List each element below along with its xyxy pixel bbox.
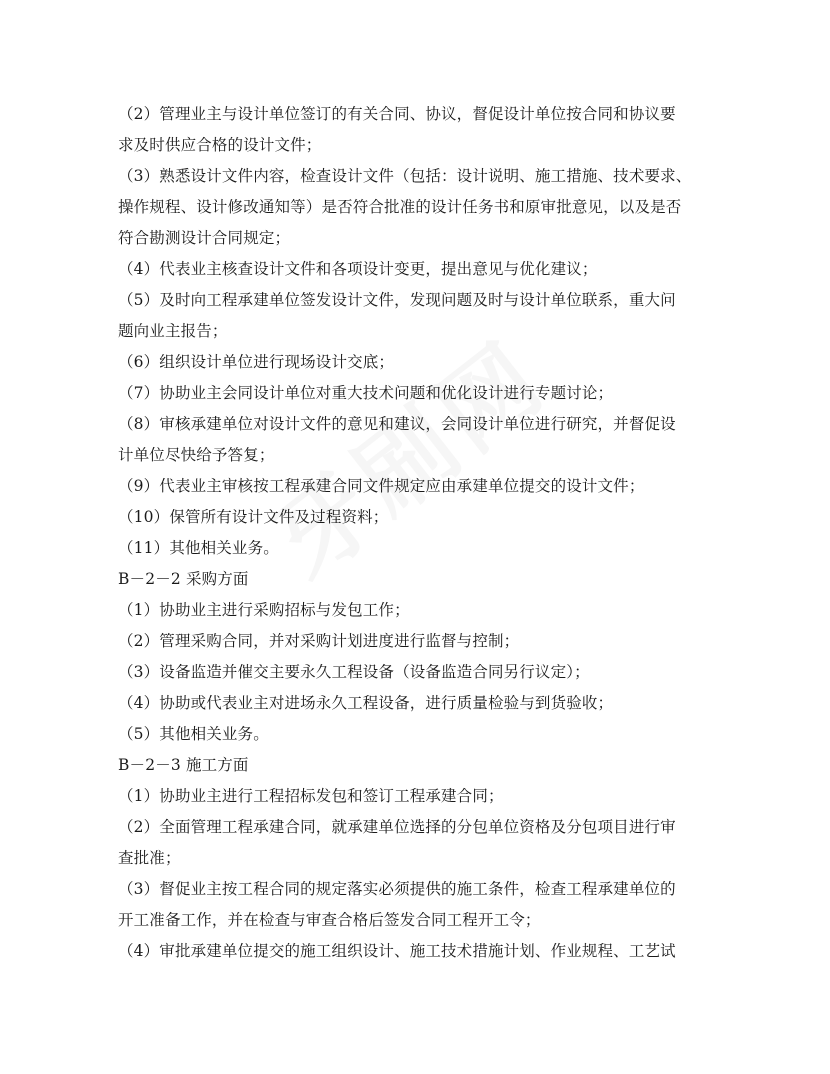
text-line: 符合勘测设计合同规定； bbox=[118, 229, 291, 247]
text-line: 操作规程、设计修改通知等）是否符合批准的设计任务书和原审批意见，以及是否 bbox=[118, 198, 682, 216]
text-line: （3）设备监造并催交主要永久工程设备（设备监造合同另行议定）； bbox=[118, 663, 590, 681]
text-line: 查批准； bbox=[118, 849, 181, 867]
text-line: （2）全面管理工程承建合同，就承建单位选择的分包单位资格及分包项目进行审 bbox=[118, 818, 676, 836]
text-line: （9）代表业主审核按工程承建合同文件规定应由承建单位提交的设计文件； bbox=[118, 477, 645, 495]
text-line: 计单位尽快给予答复； bbox=[118, 446, 275, 464]
text-line: （4）审批承建单位提交的施工组织设计、施工技术措施计划、作业规程、工艺试 bbox=[118, 942, 676, 960]
text-line: （1）协助业主进行工程招标发包和签订工程承建合同； bbox=[118, 787, 504, 805]
text-line: （5）及时向工程承建单位签发设计文件，发现问题及时与设计单位联系，重大问 bbox=[118, 291, 676, 309]
text-line: （3）熟悉设计文件内容，检查设计文件（包括：设计说明、施工措施、技术要求、 bbox=[118, 167, 692, 185]
text-line: （6）组织设计单位进行现场设计交底； bbox=[118, 353, 395, 371]
text-line: （5）其他相关业务。 bbox=[118, 725, 269, 743]
text-line: （7）协助业主会同设计单位对重大技术问题和优化设计进行专题讨论； bbox=[118, 384, 614, 402]
section-heading: B－2－3 施工方面 bbox=[118, 756, 249, 774]
text-line: （4）代表业主核查设计文件和各项设计变更，提出意见与优化建议； bbox=[118, 260, 598, 278]
text-line: （1）协助业主进行采购招标与发包工作； bbox=[118, 601, 410, 619]
document-body bbox=[118, 99, 714, 967]
text-line: 求及时供应合格的设计文件； bbox=[118, 136, 322, 154]
text-line: （3）督促业主按工程合同的规定落实必须提供的施工条件，检查工程承建单位的 bbox=[118, 880, 676, 898]
text-line: （4）协助或代表业主对进场永久工程设备，进行质量检验与到货验收； bbox=[118, 694, 614, 712]
text-line: （11）其他相关业务。 bbox=[118, 539, 279, 557]
text-line: （10）保管所有设计文件及过程资料； bbox=[118, 508, 389, 526]
text-line: 题向业主报告； bbox=[118, 322, 228, 340]
text-line: （2）管理采购合同，并对采购计划进度进行监督与控制； bbox=[118, 632, 520, 650]
text-line: 开工准备工作，并在检查与审查合格后签发合同工程开工令； bbox=[118, 911, 541, 929]
text-line: （8）审核承建单位对设计文件的意见和建议，会同设计单位进行研究，并督促设 bbox=[118, 415, 676, 433]
text-line: （2）管理业主与设计单位签订的有关合同、协议，督促设计单位按合同和协议要 bbox=[118, 105, 676, 123]
section-heading: B－2－2 采购方面 bbox=[118, 570, 249, 588]
